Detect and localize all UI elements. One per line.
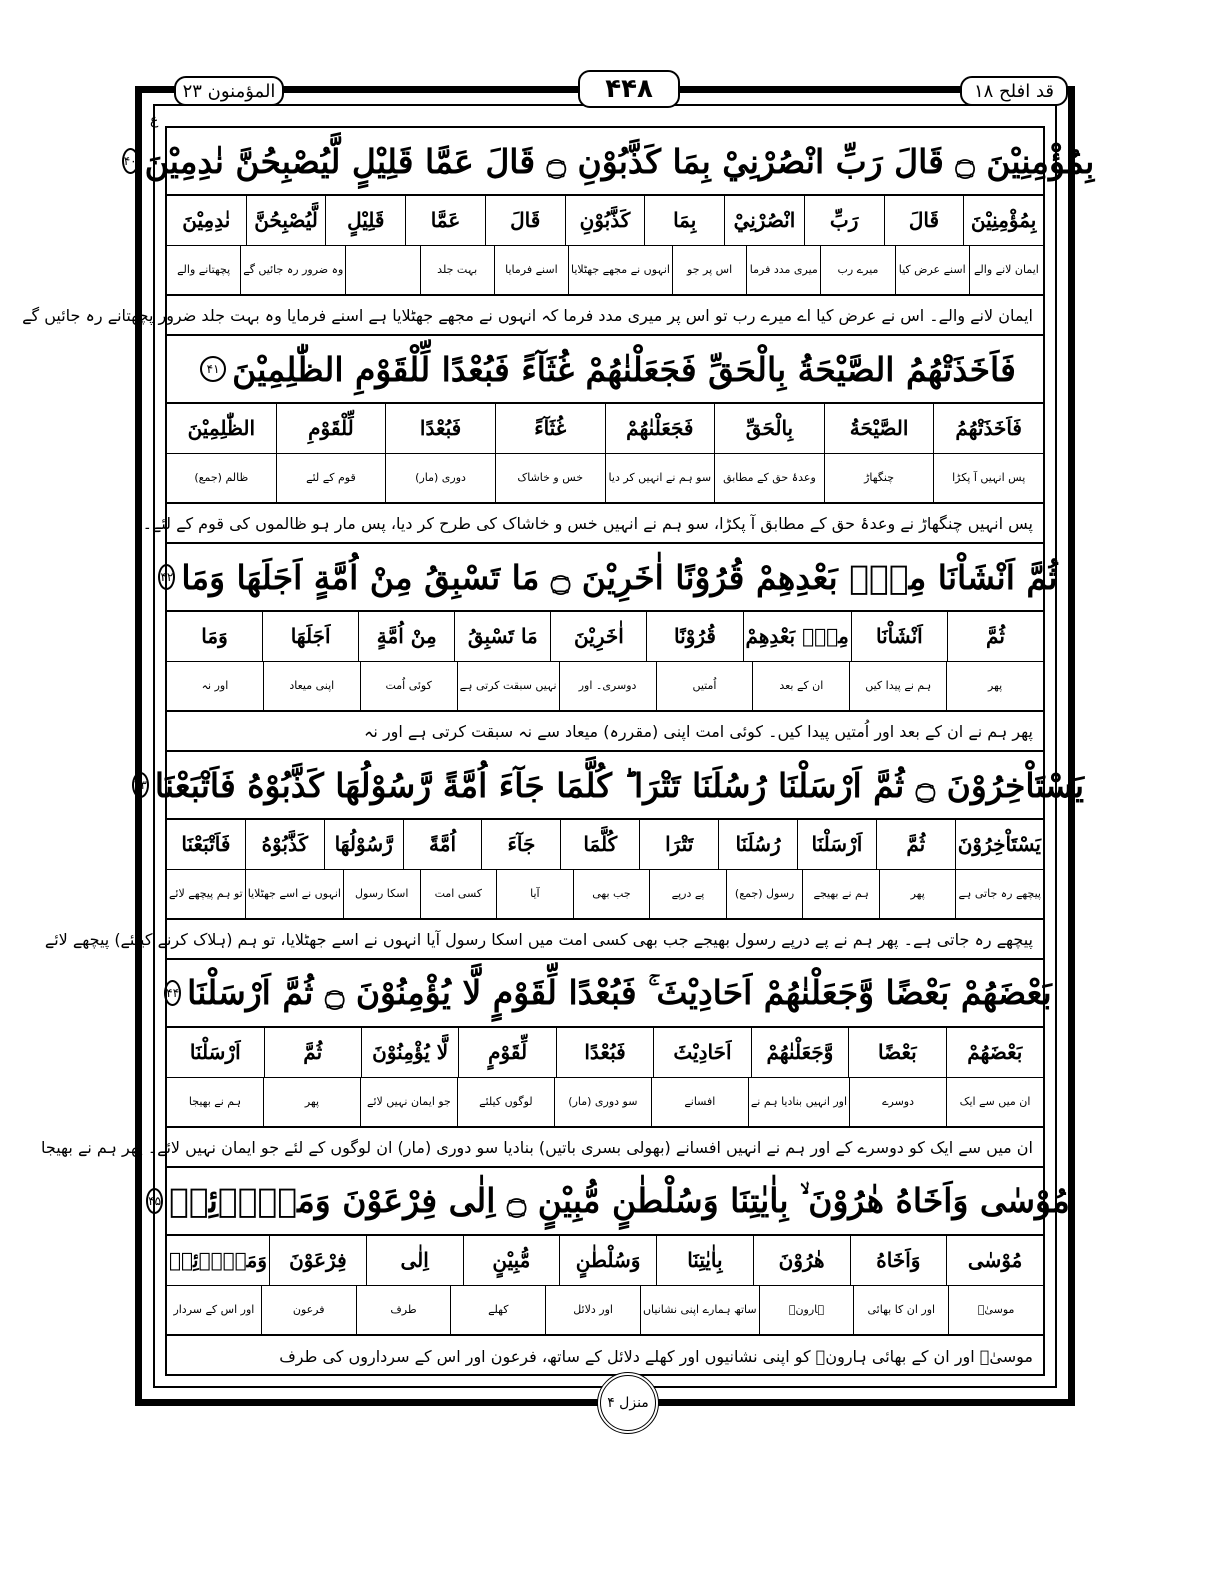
word-meaning-cell: وہ ضرور رہ جائیں گے (240, 246, 345, 295)
word-meaning-cell: پچھتانے والے (177, 263, 231, 277)
word-meaning-cell: تو ہم پیچھے لائے (168, 887, 243, 901)
translation-line: ایمان لانے والے۔ اس نے عرض کیا اے میرے رب تو اس پر میری مدد فرما کہ انہوں نے مجھے جھٹلایا ہے اسنے فرمایا وہ بہت جلد ضرور پچھتانے رہ جائیں گے (167, 296, 1043, 336)
arabic-word-cell: اَنْشَاْنَا (851, 612, 947, 661)
arabic-word-cell: مُوْسٰى (946, 1236, 1043, 1285)
ayah-text: يَسْتَاْخِرُوْنَ ۝ ثُمَّ اَرْسَلْنَا رُسُلَنَا تَتْرَا ؕ كُلَّمَا جَآءَ اُمَّةً رَّسُوْلُهَا كَذَّبُوْهُ فَاَتْبَعْنَا (154, 765, 1085, 805)
word-meaning-cell: کسی امت (420, 870, 497, 919)
arabic-word-cell: قَالَ (485, 196, 565, 245)
word-meaning-cell: اسکا رسول (343, 870, 420, 919)
arabic-word-cell: قَالَ (884, 196, 964, 245)
word-meaning-cell: اسنے عرض کیا (895, 246, 969, 295)
meaning-row (167, 661, 1043, 711)
arabic-word-cell: جَآءَ (481, 820, 560, 869)
translation-line: پھر ہم نے ان کے بعد اور اُمتیں پیدا کیں۔ کوئی امت اپنی (مقررہ) میعاد سے نہ سبقت کرتی ہے اور نہ (167, 712, 1043, 752)
arabic-word-cell: مِنْ اُمَّةٍ (358, 612, 454, 661)
word-meaning-cell: جب بھی (573, 870, 650, 919)
arabic-word-cell: وَّجَعَلْنٰهُمْ (751, 1028, 848, 1077)
word-meaning-cell: ہم نے بھیجے (802, 870, 879, 919)
arabic-word-cell: بِمُؤْمِنِيْنَ (963, 196, 1043, 245)
word-row (167, 404, 1043, 453)
word-meaning-cell: میری مدد فرما (746, 246, 820, 295)
arabic-word-cell: كَذَّبُوْنِ (565, 196, 645, 245)
arabic-word-cell: كُلَّمَا (560, 820, 639, 869)
word-meaning-cell: اُمتیں (656, 662, 753, 711)
word-meaning-cell: اسنے فرمایا (494, 246, 568, 295)
arabic-word-cell: تَتْرَا (639, 820, 718, 869)
word-meaning-cell: ایمان لانے والے (969, 246, 1043, 295)
word-meaning-cell: طرف (356, 1286, 451, 1335)
arabic-word-cell: مُّبِيْنٍ (463, 1236, 560, 1285)
translation-line: موسیٰؑ اور ان کے بھائی ہارونؑ کو اپنی نشانیوں اور کھلے دلائل کے ساتھ، فرعون اور اس کے سرداروں کی طرف (279, 1346, 1033, 1366)
word-meaning-cell: پھر (946, 662, 1043, 711)
ayah-text: ثُمَّ اَنْشَاْنَا مِنْۢ بَعْدِهِمْ قُرُوْنًا اٰخَرِيْنَ ۝ مَا تَسْبِقُ مِنْ اُمَّةٍ اَجَلَهَا وَمَا (181, 557, 1058, 597)
ayah-number-marker: ۴۳ (132, 772, 149, 798)
arabic-word-cell: نٰدِمِيْنَ (182, 208, 231, 233)
translation-line: پیچھے رہ جاتی ہے۔ پھر ہم نے پے درپے رسول بھیجے جب بھی کسی امت میں اسکا رسول آیا انہوں نے اسے جھٹلایا، تو ہم (ہلاک کرنے کیلئے) پیچھے لائے (167, 920, 1043, 960)
ayah-text: بَعْضَهُمْ بَعْضًا وَّجَعَلْنٰهُمْ اَحَادِيْثَ ۚ فَبُعْدًا لِّقَوْمٍ لَّا يُؤْمِنُوْنَ ۝ ثُمَّ اَرْسَلْنَا (187, 973, 1052, 1012)
word-meaning-cell: کھلے (450, 1286, 545, 1335)
word-meaning-cell: لوگوں کیلئے (457, 1078, 554, 1127)
word-meaning-cell: اور دلائل (545, 1286, 640, 1335)
word-meaning-cell: قوم کے لئے (276, 454, 386, 503)
word-meaning-cell: جو ایمان نہیں لائے (360, 1078, 457, 1127)
word-meaning-cell: انہوں نے مجھے جھٹلایا (568, 246, 672, 295)
manzil-medallion: منزل ۴ (597, 1372, 659, 1434)
arabic-word-cell: اِلٰى (366, 1236, 463, 1285)
word-meaning-grid (167, 404, 1043, 504)
surah-name-header: المؤمنون ۲۳ (174, 76, 284, 106)
arabic-word-cell: فَجَعَلْنٰهُمْ (605, 404, 715, 453)
word-meaning-cell: اور ان کا بھائی (853, 1286, 948, 1335)
word-row (167, 1028, 1043, 1077)
arabic-word-cell: ثُمَّ (947, 612, 1043, 661)
arabic-word-cell: فَبُعْدًا (385, 404, 495, 453)
word-meaning-cell: خس و خاشاک (495, 454, 605, 503)
ayah-line (160, 544, 1058, 612)
arabic-word-cell: ثُمَّ (264, 1028, 361, 1077)
arabic-word-cell: فِرْعَوْنَ (269, 1236, 366, 1285)
ayah-number-marker: ۴۱ (200, 356, 226, 382)
word-meaning-cell: اور اس کے سردار (173, 1303, 255, 1317)
ayah-number-marker: ۴۰ (122, 148, 139, 174)
ayah-number-marker: ۴۲ (158, 564, 175, 590)
word-meaning-cell: پیچھے رہ جاتی ہے (955, 870, 1043, 919)
arabic-word-cell: قَلِيْلٍ (325, 196, 405, 245)
arabic-word-cell: هٰرُوْنَ (753, 1236, 850, 1285)
page-content (22, 126, 1095, 1376)
word-meaning-cell: دوسری۔ اور (559, 662, 656, 711)
arabic-word-cell: بِاٰيٰتِنَا (656, 1236, 753, 1285)
ayah-line (166, 960, 1052, 1028)
arabic-word-cell: رُسُلَنَا (718, 820, 797, 869)
ayah-text: بِمُؤْمِنِيْنَ ۝ قَالَ رَبِّ انْصُرْنِيْ بِمَا كَذَّبُوْنِ ۝ قَالَ عَمَّا قَلِيْلٍ لَّيُصْبِحُنَّ نٰدِمِيْنَ (144, 141, 1095, 181)
word-meaning-cell: ان کے بعد (752, 662, 849, 711)
translation-line: ان میں سے ایک کو دوسرے کے اور ہم نے انہیں افسانے (بھولی بسری باتیں) بنادیا سو دوری (مار) ان لوگوں کے لئے جو ایمان نہیں لائے۔ پھر ہم نے بھیجا (167, 1128, 1043, 1168)
word-meaning-cell: چنگھاڑ (824, 454, 934, 503)
meaning-row (167, 1077, 1043, 1127)
word-meaning-cell: دوری (مار) (385, 454, 495, 503)
arabic-word-cell: وَاَخَاهُ (850, 1236, 947, 1285)
word-meaning-cell: اس پر جو (672, 246, 746, 295)
arabic-word-cell: فَبُعْدًا (556, 1028, 653, 1077)
word-meaning-grid (167, 1028, 1043, 1128)
word-meaning-cell: وعدۂ حق کے مطابق (714, 454, 824, 503)
word-row (167, 196, 1043, 245)
meaning-row (167, 453, 1043, 503)
word-meaning-cell: آیا (496, 870, 573, 919)
arabic-word-cell: كَذَّبُوْهُ (245, 820, 324, 869)
ayah-text: مُوْسٰى وَاَخَاهُ هٰرُوْنَ ۙ بِاٰيٰتِنَا وَسُلْطٰنٍ مُّبِيْنٍ ۝ اِلٰى فِرْعَوْنَ وَمَلَا۟ئِهٖ (169, 1181, 1070, 1220)
arabic-word-cell: وَمَلَا۟ئِهٖ (169, 1248, 267, 1273)
word-meaning-grid (167, 820, 1043, 920)
arabic-word-cell: الظّٰلِمِيْنَ (187, 416, 256, 441)
word-meaning-cell: رسول (جمع) (726, 870, 803, 919)
word-meaning-cell: اپنی میعاد (263, 662, 360, 711)
word-meaning-cell: اور نہ (201, 679, 229, 693)
arabic-word-cell: بِمَا (644, 196, 724, 245)
ayah-line (133, 752, 1085, 820)
word-meaning-grid (167, 612, 1043, 712)
word-meaning-cell: ظالم (جمع) (194, 471, 249, 485)
arabic-word-cell: اُمَّةً (403, 820, 482, 869)
arabic-word-cell: اَجَلَهَا (262, 612, 358, 661)
meaning-row (167, 1285, 1043, 1335)
word-row (167, 820, 1043, 869)
arabic-word-cell: غُثَآءً (495, 404, 605, 453)
arabic-word-cell: اَحَادِيْثَ (653, 1028, 750, 1077)
arabic-word-cell: بِالْحَقِّ (714, 404, 824, 453)
word-meaning-cell: پس انہیں آ پکڑا (933, 454, 1043, 503)
para-name-header: قد افلح ۱۸ (960, 76, 1068, 106)
word-meaning-cell: ہم نے پیدا کیں (849, 662, 946, 711)
arabic-word-cell: بَعْضًا (848, 1028, 945, 1077)
arabic-word-cell: لَّا يُؤْمِنُوْنَ (361, 1028, 458, 1077)
word-meaning-cell: بہت جلد (420, 246, 494, 295)
arabic-word-cell: وَمَا (201, 624, 228, 649)
ayah-number-marker: ۴۴ (164, 980, 181, 1006)
ruku-mark: ع (150, 112, 159, 128)
word-meaning-cell: ساتھ ہمارے اپنی نشانیاں (640, 1286, 759, 1335)
arabic-word-cell: مَا تَسْبِقُ (454, 612, 550, 661)
word-meaning-cell: دوسرے (849, 1078, 946, 1127)
arabic-word-cell: رَّسُوْلُهَا (324, 820, 403, 869)
word-meaning-cell: انہوں نے اسے جھٹلایا (245, 870, 343, 919)
arabic-word-cell: انْصُرْنِيْ (724, 196, 804, 245)
arabic-word-cell: لَّيُصْبِحُنَّ (246, 196, 326, 245)
ayah-line (148, 1168, 1070, 1236)
word-meaning-cell: سو دوری (مار) (554, 1078, 651, 1127)
word-meaning-cell: پھر (879, 870, 956, 919)
word-row (167, 612, 1043, 661)
arabic-word-cell: وَسُلْطٰنٍ (559, 1236, 656, 1285)
word-meaning-cell: پھر (263, 1078, 360, 1127)
ayah-line (167, 336, 1043, 404)
word-meaning-grid (167, 1236, 1043, 1336)
arabic-word-cell: قُرُوْنًا (646, 612, 742, 661)
word-meaning-cell: موسیٰؑ (948, 1286, 1043, 1335)
page-number: ۴۴۸ (578, 70, 680, 108)
arabic-word-cell: يَسْتَاْخِرُوْنَ (955, 820, 1043, 869)
arabic-word-cell: اٰخَرِيْنَ (550, 612, 646, 661)
arabic-word-cell: الصَّيْحَةُ (824, 404, 934, 453)
word-meaning-cell (345, 246, 419, 295)
arabic-word-cell: بَعْضَهُمْ (946, 1028, 1043, 1077)
arabic-word-cell: لِّلْقَوْمِ (276, 404, 386, 453)
word-meaning-cell: کوئی اُمت (360, 662, 457, 711)
arabic-word-cell: رَبِّ (804, 196, 884, 245)
arabic-word-cell: اَرْسَلْنَا (797, 820, 876, 869)
word-meaning-cell: نہیں سبقت کرتی ہے (457, 662, 559, 711)
arabic-word-cell: اَرْسَلْنَا (189, 1040, 241, 1065)
arabic-word-cell: لِّقَوْمٍ (458, 1028, 555, 1077)
arabic-word-cell: فَاَتْبَعْنَا (181, 832, 231, 857)
word-meaning-cell: ہم نے بھیجا (188, 1095, 242, 1109)
ayah-text: فَاَخَذَتْهُمُ الصَّيْحَةُ بِالْحَقِّ فَجَعَلْنٰهُمْ غُثَآءً فَبُعْدًا لِّلْقَوْمِ الظّٰلِمِيْنَ (232, 349, 1016, 389)
word-meaning-cell: پے درپے (649, 870, 726, 919)
arabic-word-cell: عَمَّا (405, 196, 485, 245)
word-meaning-cell: سو ہم نے انہیں کر دیا (605, 454, 715, 503)
meaning-row (167, 245, 1043, 295)
word-meaning-cell: افسانے (651, 1078, 748, 1127)
arabic-word-cell: فَاَخَذَتْهُمُ (933, 404, 1043, 453)
word-meaning-cell: فرعون (261, 1286, 356, 1335)
word-meaning-grid (167, 196, 1043, 296)
word-meaning-cell: میرے رب (820, 246, 894, 295)
ayah-number-marker: ۴۵ (146, 1188, 163, 1214)
meaning-row (167, 869, 1043, 919)
word-row (167, 1236, 1043, 1285)
arabic-word-cell: ثُمَّ (876, 820, 955, 869)
translation-line: پس انہیں چنگھاڑ نے وعدۂ حق کے مطابق آ پکڑا، سو ہم نے انہیں خس و خاشاک کی طرح کر دیا، پس مار ہو ظالموں کی قوم کے لئے۔ (167, 504, 1043, 544)
arabic-word-cell: مِنْۢ بَعْدِهِمْ (743, 612, 851, 661)
word-meaning-cell: اور انہیں بنادیا ہم نے (748, 1078, 849, 1127)
ayah-line (123, 128, 1095, 196)
word-meaning-cell: ہارونؑ (759, 1286, 854, 1335)
word-meaning-cell: ان میں سے ایک (946, 1078, 1043, 1127)
